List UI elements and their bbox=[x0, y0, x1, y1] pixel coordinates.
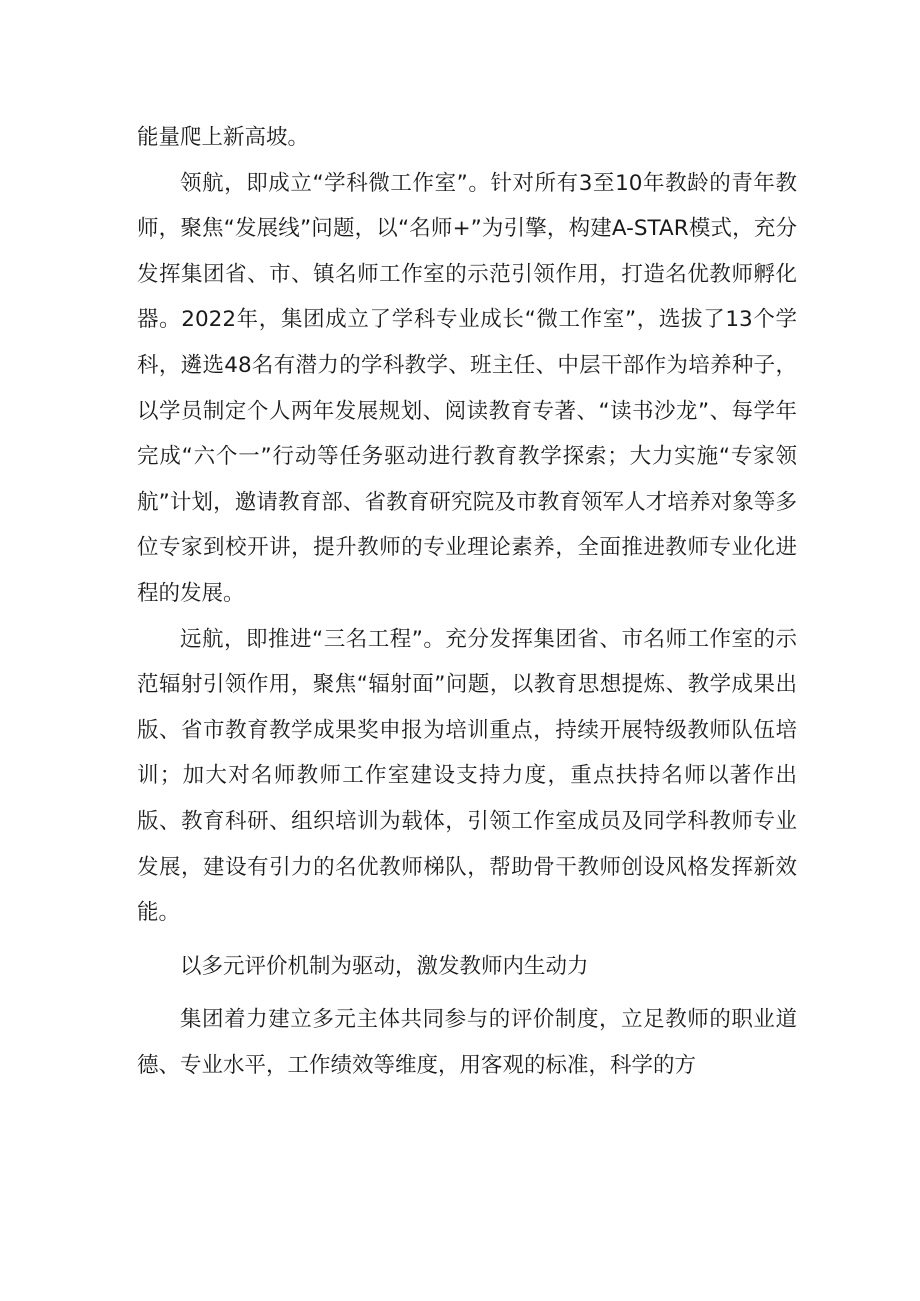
paragraph-continuation: 能量爬上新高坡。 bbox=[137, 125, 310, 150]
paragraph-linghang: 领航，即成立“学科微工作室”。针对所有3至10年教龄的青年教师，聚焦“发展线”问题，以“名师+”为引擎，构建A-STAR模式，充分发挥集团省、市、镇名师工作室的示范引领作用，打造名优教师孵化器。2022年，集团成立了学科专业成长“微工作室”，选拔了13个学科，遴选48名有潜力的学科教学、班主任、中层干部作为培养种子，以学员制定个人两年发展规划、阅读教育专著、“读书沙龙”、每学年完成“六个一”行动等任务驱动进行教育教学探索；大力实施“专家领航”计划，邀请教育部、省教育研究院及市教育领军人才培养对象等多位专家到校开讲，提升教师的专业理论素养，全面推进教师专业化进程的发展。 bbox=[137, 170, 797, 606]
paragraph-evaluation: 集团着力建立多元主体共同参与的评价制度，立足教师的职业道德、专业水平，工作绩效等维度，用客观的标准，科学的方 bbox=[137, 1007, 797, 1078]
paragraph-yuanhang: 远航，即推进“三名工程”。充分发挥集团省、市名师工作室的示范辐射引领作用，聚焦“辐射面”问题，以教育思想提炼、教学成果出版、省市教育教学成果奖申报为培训重点，持续开展特级教师队伍培训；加大对名师教师工作室建设支持力度，重点扶持名师以著作出版、教育科研、组织培训为载体，引领工作室成员及同学科教师专业发展，建设有引力的名优教师梯队，帮助骨干教师创设风格发挥新效能。 bbox=[137, 626, 797, 926]
document-body bbox=[137, 115, 797, 1088]
section-heading: 以多元评价机制为驱动，激发教师内生动力 bbox=[180, 953, 589, 979]
